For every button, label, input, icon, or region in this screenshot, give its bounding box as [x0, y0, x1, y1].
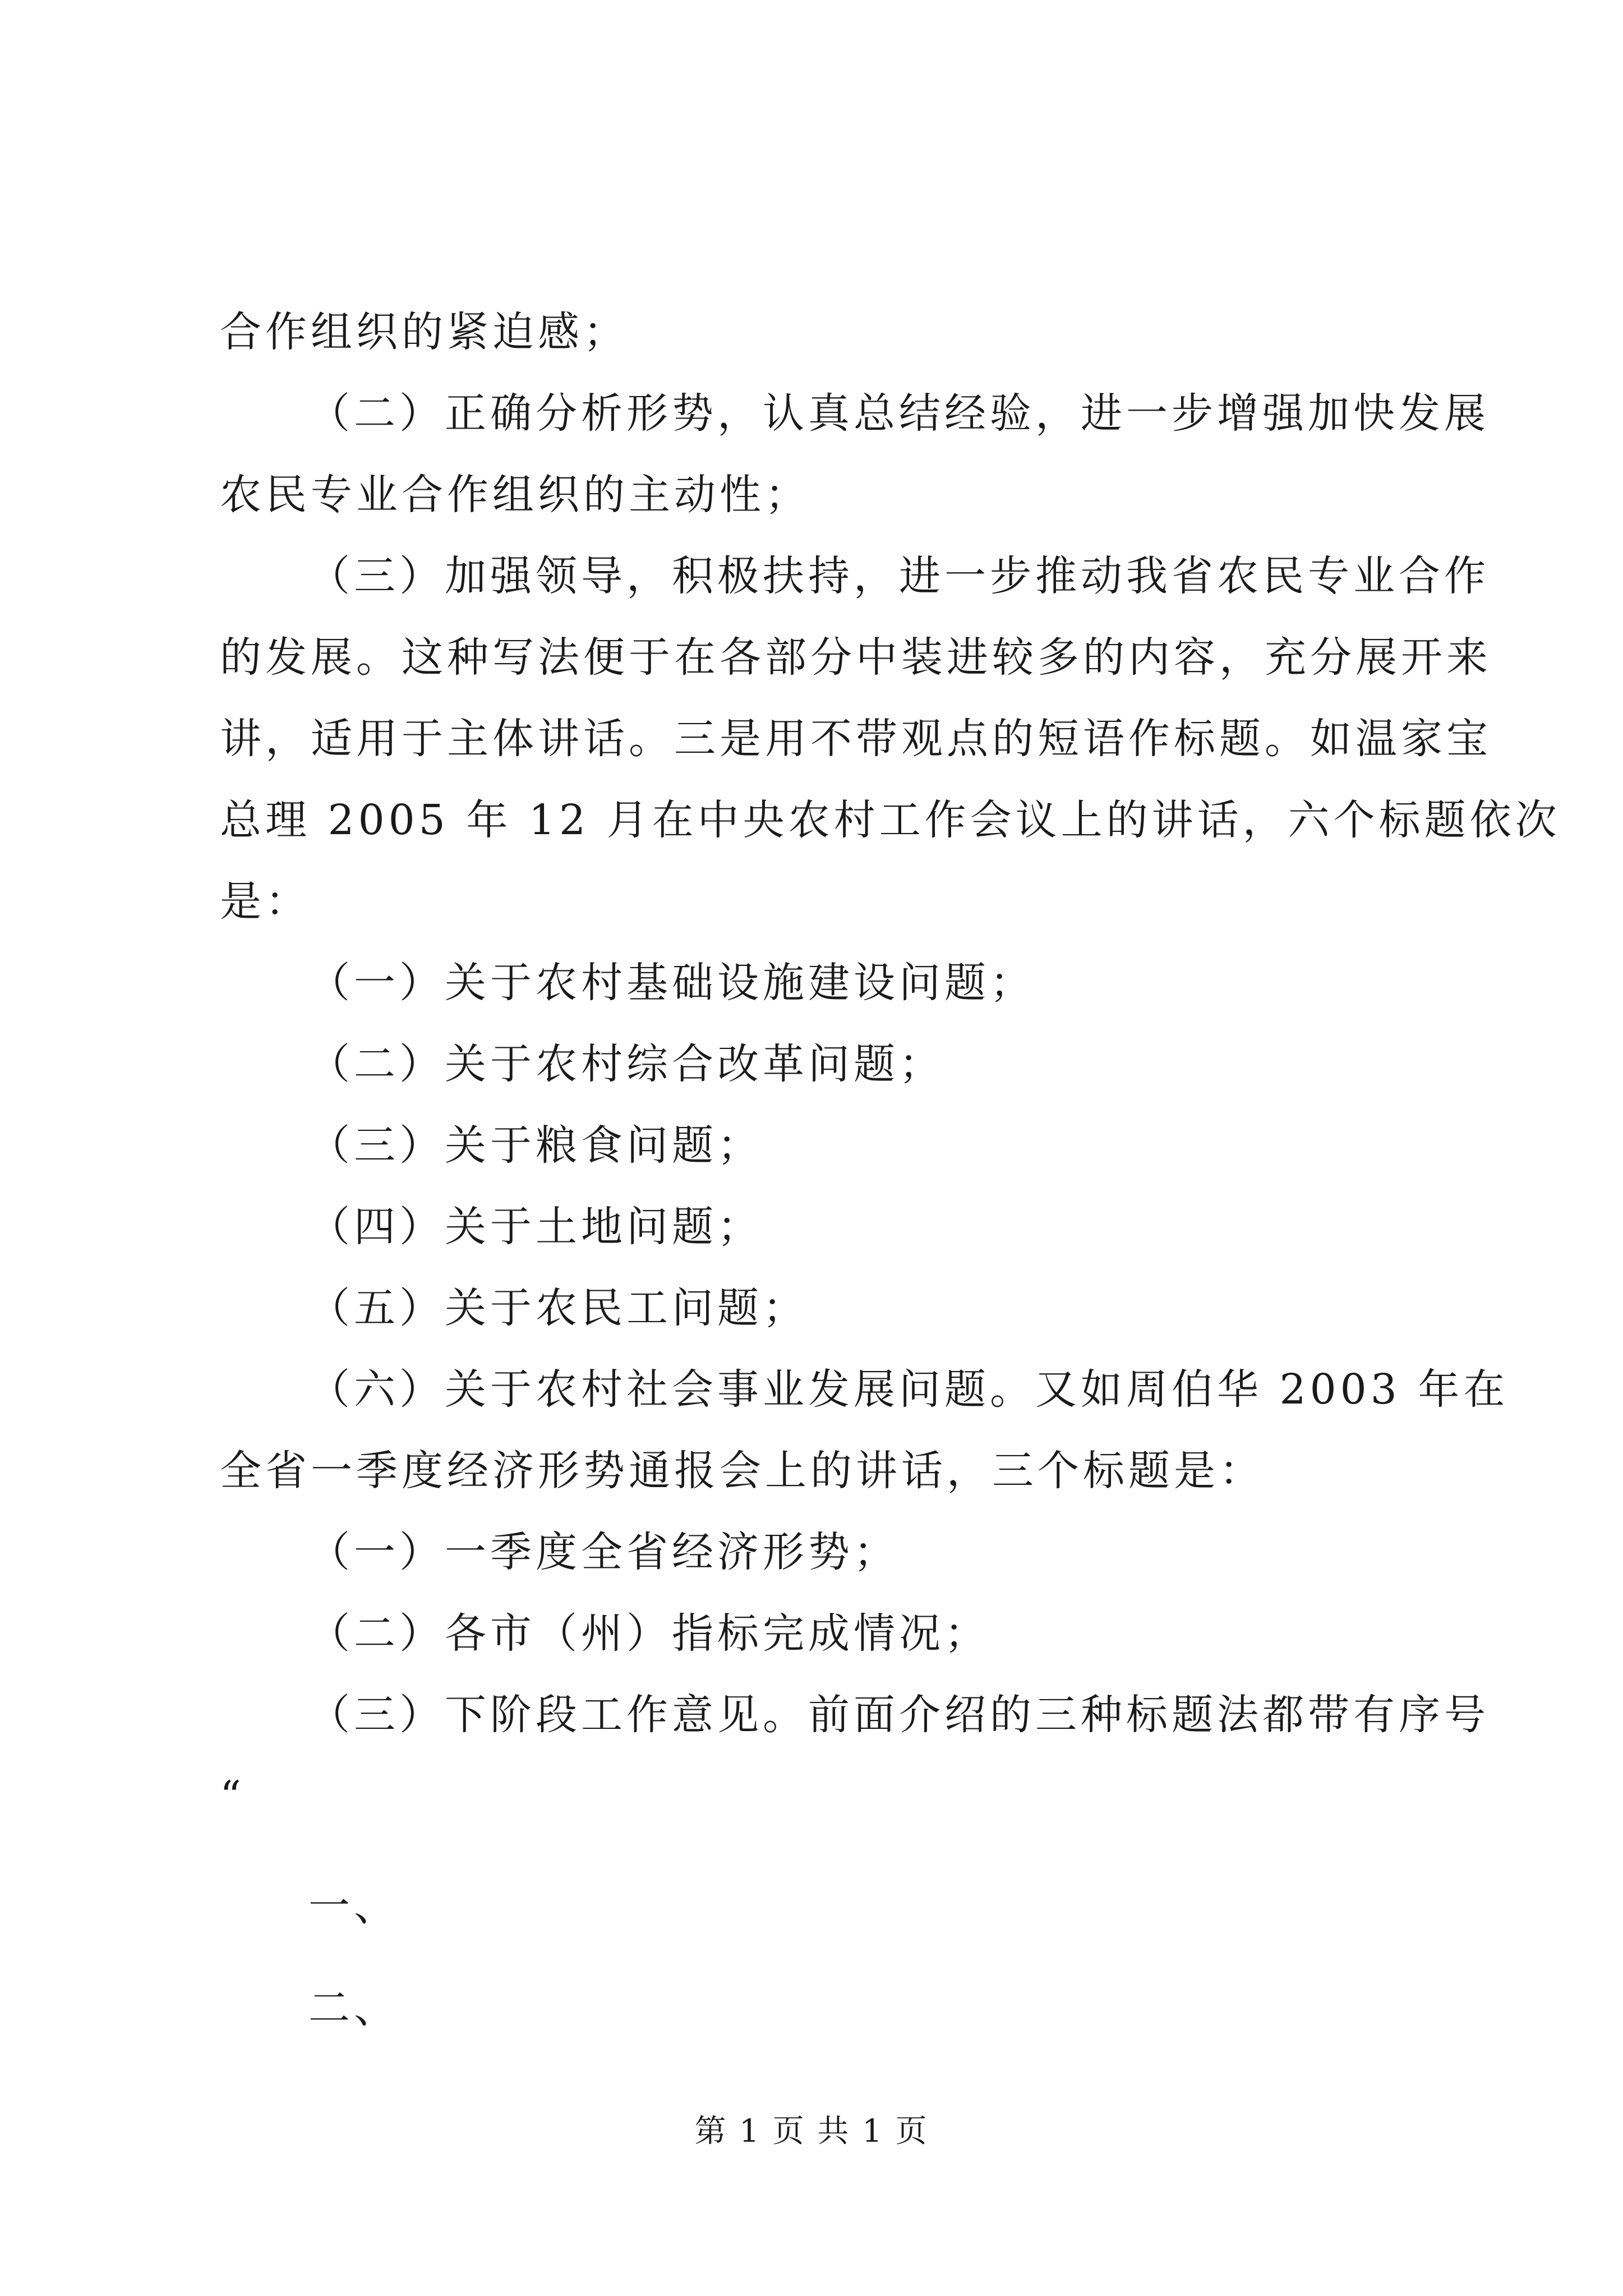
text-line: 全省一季度经济形势通报会上的讲话，三个标题是：: [220, 1447, 1265, 1495]
text-line: （五）关于农民工问题；: [308, 1284, 808, 1332]
text-line: “: [220, 1772, 241, 1820]
text-line: （二）正确分析形势，认真总结经验，进一步增强加快发展: [308, 389, 1490, 438]
text-line: 讲，适用于主体讲话。三是用不带观点的短语作标题。如温家宝: [220, 715, 1492, 763]
text-line: （二）各市（州）指标完成情况；: [308, 1609, 990, 1658]
text-line: （三）下阶段工作意见。前面介绍的三种标题法都带有序号: [308, 1691, 1490, 1739]
text-line: 总理 2005 年 12 月在中央农村工作会议上的讲话，六个标题依次: [220, 796, 1561, 844]
text-line: 的发展。这种写法便于在各部分中装进较多的内容，充分展开来: [220, 633, 1492, 682]
text-line: 农民专业合作组织的主动性；: [220, 471, 810, 519]
text-line: （三）加强领导，积极扶持，进一步推动我省农民专业合作: [308, 552, 1490, 600]
text-line: （六）关于农村社会事业发展问题。又如周伯华 2003 年在: [308, 1365, 1509, 1414]
document-body: [220, 292, 1561, 2070]
text-line: （一）一季度全省经济形势；: [308, 1528, 899, 1576]
page-footer: 第 1 页 共 1 页: [694, 2113, 929, 2150]
text-line: 一、: [308, 1882, 399, 1930]
text-line: 二、: [308, 1984, 399, 2032]
text-line: （四）关于土地问题；: [308, 1203, 763, 1251]
text-line: （二）关于农村综合改革问题；: [308, 1040, 944, 1088]
text-line: （三）关于粮食问题；: [308, 1121, 763, 1170]
text-line: （一）关于农村基础设施建设问题；: [308, 959, 1035, 1007]
text-line: 合作组织的紧迫感；: [220, 308, 629, 356]
text-line: 是：: [220, 877, 311, 926]
